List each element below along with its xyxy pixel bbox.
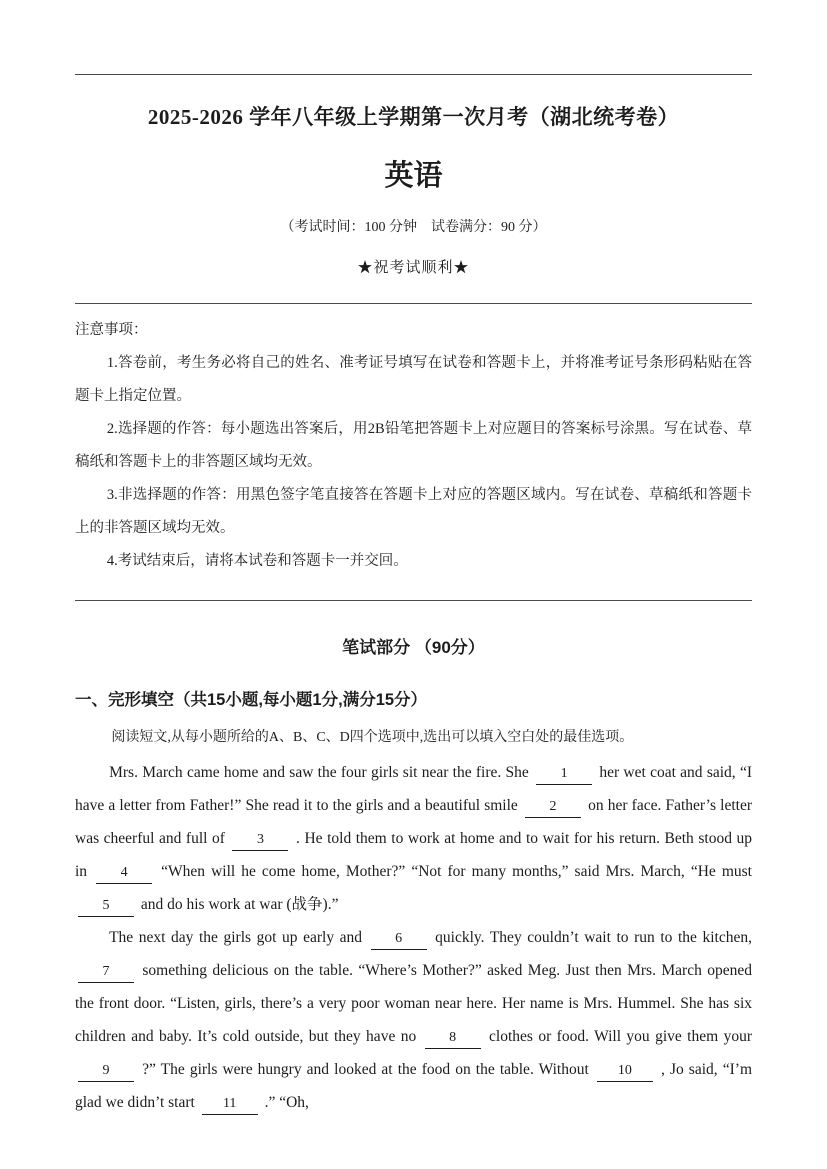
top-divider: [75, 74, 752, 75]
exam-title: 2025-2026 学年八年级上学期第一次月考（湖北统考卷）: [147, 105, 680, 129]
notes-bottom-divider: [75, 600, 752, 601]
cloze-paragraph-2: The next day the girls got up early and 6 quickly. They couldn’t wait to run to the kitchen, 7 something delicious on the table. “Where’s Mother?” asked Meg. Just then Mrs. March opened the front door. “Listen, girls, there’s a very poor woman near here. Her name is Mrs. Hummel. She has six children and baby. It’s cold outside, but they have no 8 clothes or food. Will you give them your 9 ?” The girls were hungry and looked at the food on the table. Without 10 , Jo said, “I’m glad we didn’t start 11 .” “Oh,: [75, 921, 752, 1119]
subject-title: 英语: [384, 160, 443, 192]
notes-section: [75, 314, 752, 578]
cloze-blank-9: 9: [78, 1061, 134, 1082]
note-item-1: 1.答卷前，考生务必将自己的姓名、准考证号填写在试卷和答题卡上，并将准考证号条形码粘贴在答题卡上指定位置。: [75, 355, 752, 404]
cloze-blank-10: 10: [597, 1061, 653, 1082]
part1-instruction: 阅读短文,从每小题所给的A、B、C、D四个选项中,选出可以填入空白处的最佳选项。: [111, 730, 634, 745]
cloze-blank-5: 5: [78, 896, 134, 917]
cloze-blank-1: 1: [536, 764, 592, 785]
page-content: [0, 74, 827, 1119]
written-section-title: 笔试部分 （90分）: [342, 638, 485, 657]
note-item-2: 2.选择题的作答：每小题选出答案后，用2B铅笔把答题卡上对应题目的答案标号涂黑。写在试卷、草稿纸和答题卡上的非答题区域均无效。: [75, 421, 752, 470]
part1-heading: 一、完形填空（共15小题,每小题1分,满分15分）: [75, 691, 428, 709]
cloze-blank-11: 11: [202, 1094, 258, 1115]
notes-top-divider: [75, 303, 752, 304]
cloze-blank-6: 6: [371, 929, 427, 950]
exam-info: （考试时间：100 分钟 试卷满分：90 分）: [280, 220, 547, 235]
cloze-blank-2: 2: [525, 797, 581, 818]
note-item-3: 3.非选择题的作答：用黑色签字笔直接答在答题卡上对应的答题区域内。写在试卷、草稿纸和答题卡上的非答题区域均无效。: [75, 487, 752, 536]
note-item-4: 4.考试结束后，请将本试卷和答题卡一并交回。: [106, 553, 408, 569]
cloze-paragraph-1: Mrs. March came home and saw the four girls sit near the fire. She 1 her wet coat and said, “I have a letter from Father!” She read it to the girls and a beautiful smile 2 on her face. Father’s letter was cheerful and full of 3 . He told them to work at home and to wait for his return. Beth stood up in 4 “When will he come home, Mother?” “Not for many months,” said Mrs. March, “He must 5 and do his work at war (战争).”: [75, 756, 752, 921]
cloze-passage: [75, 756, 752, 1119]
cloze-blank-8: 8: [425, 1028, 481, 1049]
exam-wish: ★祝考试顺利★: [357, 260, 470, 276]
cloze-blank-7: 7: [78, 962, 134, 983]
cloze-blank-3: 3: [232, 830, 288, 851]
cloze-blank-4: 4: [96, 863, 152, 884]
notes-heading: 注意事项：: [75, 322, 148, 338]
